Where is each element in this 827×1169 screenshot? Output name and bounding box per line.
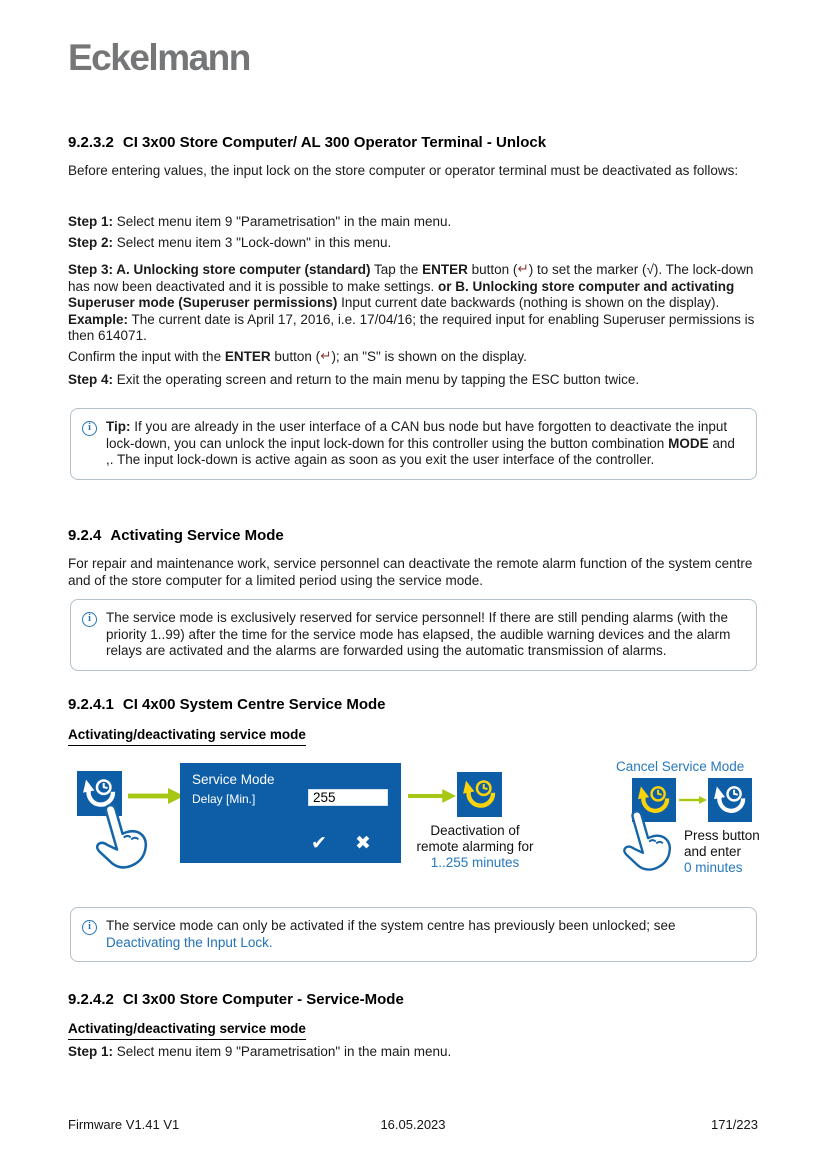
delay-input: 255 — [308, 789, 388, 806]
service-mode-icon — [461, 776, 498, 813]
dialog-title: Service Mode — [192, 772, 275, 787]
unlock-intro: Before entering values, the input lock on the store computer or operator terminal must be deactivated as follows: — [68, 163, 739, 178]
footer-page-number: 171/223 — [711, 1117, 758, 1132]
info-icon: i — [82, 612, 97, 627]
section-title: CI 3x00 Store Computer - Service-Mode — [122, 991, 404, 1008]
page-footer — [68, 1117, 758, 1134]
section-title: Activating Service Mode — [110, 527, 284, 544]
section-number: 9.2.4.2 — [68, 991, 114, 1008]
section-title: CI 3x00 Store Computer/ AL 300 Operator Terminal - Unlock — [122, 134, 547, 151]
section-number: 9.2.4 — [68, 527, 102, 544]
cancel-caption: Press button and enter 0 minutes — [684, 828, 760, 875]
deactivating-input-lock-link[interactable]: Deactivating the Input Lock. — [106, 934, 273, 950]
pointing-hand-icon — [75, 794, 156, 884]
footer-date: 16.05.2023 — [380, 1117, 446, 1132]
enter-key-icon: ↵ — [517, 261, 529, 277]
ci3x00-step1: Step 1: Select menu item 9 "Parametrisation" in the main menu. — [68, 1044, 452, 1059]
info-icon: i — [82, 421, 97, 436]
unlock-required-note-box — [70, 907, 757, 962]
service-mode-dialog — [180, 763, 401, 863]
eckelmann-logo: Eckelmann — [68, 37, 250, 78]
section-heading-924 — [68, 527, 758, 545]
cancel-cross-icon: ✖ — [355, 832, 371, 854]
service-mode-icon — [712, 782, 748, 818]
section-number: 9.2.3.2 — [68, 134, 114, 151]
ci4x00-subheading-wrap — [68, 727, 758, 746]
arrow-right-icon — [408, 788, 456, 804]
service-mode-diagram — [68, 755, 768, 900]
ci3x00-subheading-wrap — [68, 1021, 758, 1040]
tip-box — [70, 408, 757, 480]
tip-text: Tip: If you are already in the user interface of a CAN bus node but have forgotten to deactivate the input lock-down, you can unlock the input lock-down for this controller using the button combination MODE and ,. The input lock-down is active again as soon as you exit the user interface of the controller. — [106, 419, 735, 467]
service-note-text: The service mode is exclusively reserved for service personnel! If there are still pending alarms (with the priority 1..99) after the time for the service mode has elapsed, the audible warning devices and the alarm relays are activated and the alarms are forwarded using the automatic transmission of alarms. — [106, 610, 731, 658]
unlock-step4: Step 4: Exit the operating screen and return to the main menu by tapping the ESC button twice. — [68, 372, 640, 387]
unlock-confirm: Confirm the input with the ENTER button (↵); an "S" is shown on the display. — [68, 348, 527, 364]
ci4x00-subheading: Activating/deactivating service mode — [68, 727, 306, 746]
service-mode-inactive-button — [708, 778, 752, 822]
service-note-box — [70, 599, 757, 671]
service-intro: For repair and maintenance work, service personnel can deactivate the remote alarm function of the system centre and of the store computer for a limited period using the service mode. — [68, 556, 753, 588]
ci3x00-subheading: Activating/deactivating service mode — [68, 1021, 306, 1040]
info-icon: i — [82, 920, 97, 935]
activation-caption: Deactivation of remote alarming for 1..255 minutes — [416, 823, 534, 870]
enter-key-icon: ↵ — [320, 348, 332, 364]
delay-field-label: Delay [Min.] — [192, 792, 256, 806]
cancel-service-mode-label: Cancel Service Mode — [616, 759, 745, 774]
unlock-step2: Step 2: Select menu item 3 "Lock-down" in this menu. — [68, 235, 392, 250]
section-heading-9241 — [68, 696, 758, 714]
service-mode-active-button — [457, 772, 502, 817]
section-title: CI 4x00 System Centre Service Mode — [122, 696, 386, 713]
section-number: 9.2.4.1 — [68, 696, 114, 713]
arrow-right-icon — [679, 793, 707, 807]
section-heading-9232 — [68, 134, 758, 152]
unlock-required-note-text: The service mode can only be activated if the system centre has previously been unlocked; see Deactivating the Input Lock. — [106, 918, 676, 950]
unlock-step3: Step 3: A. Unlocking store computer (standard) Tap the ENTER button (↵) to set the marker (√). The lock-down has now been deactivated and it is possible to make settings. or B. Unlocking store computer and activating Superuser mode (Superuser permissions) Input current date backwards (nothing is shown on the display). Example: The current date is April 17, 2016, i.e. 17/04/16; the required input for enabling Superuser permissions is then 614071. — [68, 261, 755, 343]
footer-firmware: Firmware V1.41 V1 — [68, 1117, 180, 1132]
arrow-right-icon — [128, 788, 184, 804]
unlock-step1: Step 1: Select menu item 9 "Parametrisation" in the main menu. — [68, 214, 452, 229]
confirm-check-icon: ✔ — [311, 832, 327, 854]
section-heading-9242 — [68, 991, 758, 1009]
